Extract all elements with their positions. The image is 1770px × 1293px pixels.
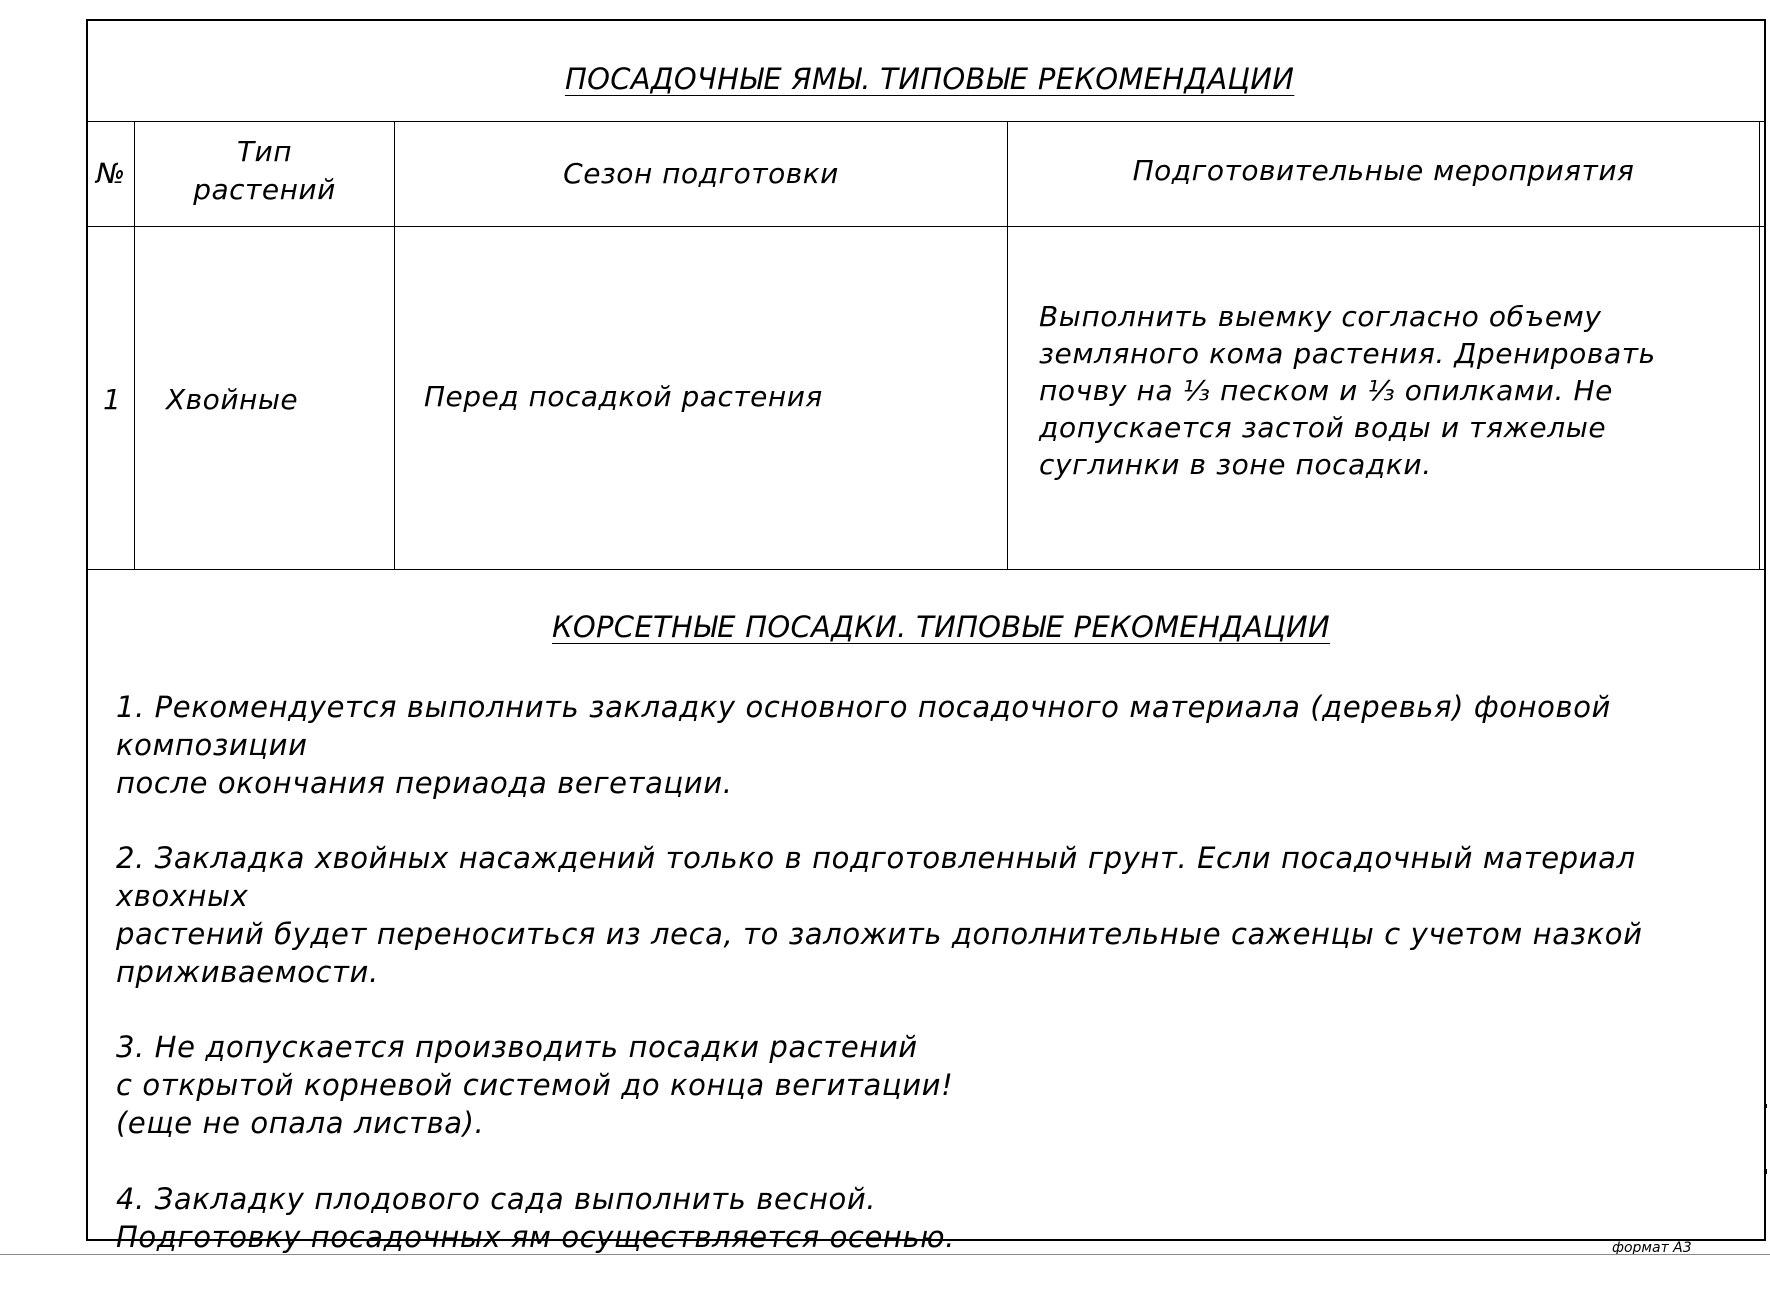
recommendation-item-2: 2. Закладка хвойных насаждений только в подготовленный грунт. Если посадочный материал хвохных растений будет переноситься из леса, то заложить дополнительные саженцы с учетом назкой приживаемости. [116, 841, 1643, 989]
fraction-one-third-2: ⅓ [1367, 374, 1396, 407]
col-divider-4 [1759, 121, 1760, 569]
header-measures: Подготовительные мероприятия [1132, 154, 1635, 187]
measures-text-part2: песком и [1210, 374, 1368, 407]
recommendation-item-1: 1. Рекомендуется выполнить закладку основного посадочного материала (деревья) фоновой композиции после окончания периаода вегетации. [116, 690, 1612, 800]
recommendation-item-4: 4. Закладку плодового сада выполнить весной. Подготовку посадочных ям осуществляется осенью. [116, 1182, 955, 1254]
col-divider-3 [1007, 121, 1008, 569]
row-number: 1 [103, 383, 122, 416]
table-bottom-rule [87, 569, 1765, 570]
frame-edge-tick-1 [1764, 1104, 1767, 1108]
measures-text-part1: Выполнить выемку согласно объему земляного кома растения. Дренировать почву на [1039, 300, 1656, 407]
frame-edge-tick-2 [1764, 1169, 1767, 1174]
recommendations-list [116, 688, 1756, 1293]
row-plant-type: Хвойные [166, 383, 299, 416]
header-number: № [96, 157, 126, 190]
table-header-rule [87, 226, 1765, 227]
measures-text-part3: опилками. Не допускается застой воды и тяжелые суглинки в зоне посадки. [1039, 374, 1613, 481]
bottom-rule [0, 1254, 1770, 1255]
format-label: формат А3 [1612, 1240, 1692, 1256]
header-plant-type-line2: растений [193, 173, 336, 206]
table-top-rule [87, 121, 1765, 122]
row-season: Перед посадкой растения [424, 380, 823, 413]
header-plant-type-line1: Тип [236, 135, 293, 168]
row-measures [1039, 298, 1739, 483]
recommendation-item-3: 3. Не допускается производить посадки растений с открытой корневой системой до конца вегитации! (еще не опала листва). [116, 1030, 954, 1140]
section1-title: ПОСАДОЧНЫЕ ЯМЫ. ТИПОВЫЕ РЕКОМЕНДАЦИИ [565, 62, 1295, 96]
header-season: Сезон подготовки [563, 157, 839, 190]
section2-title: КОРСЕТНЫЕ ПОСАДКИ. ТИПОВЫЕ РЕКОМЕНДАЦИИ [552, 610, 1331, 644]
fraction-one-third: ⅓ [1182, 374, 1211, 407]
